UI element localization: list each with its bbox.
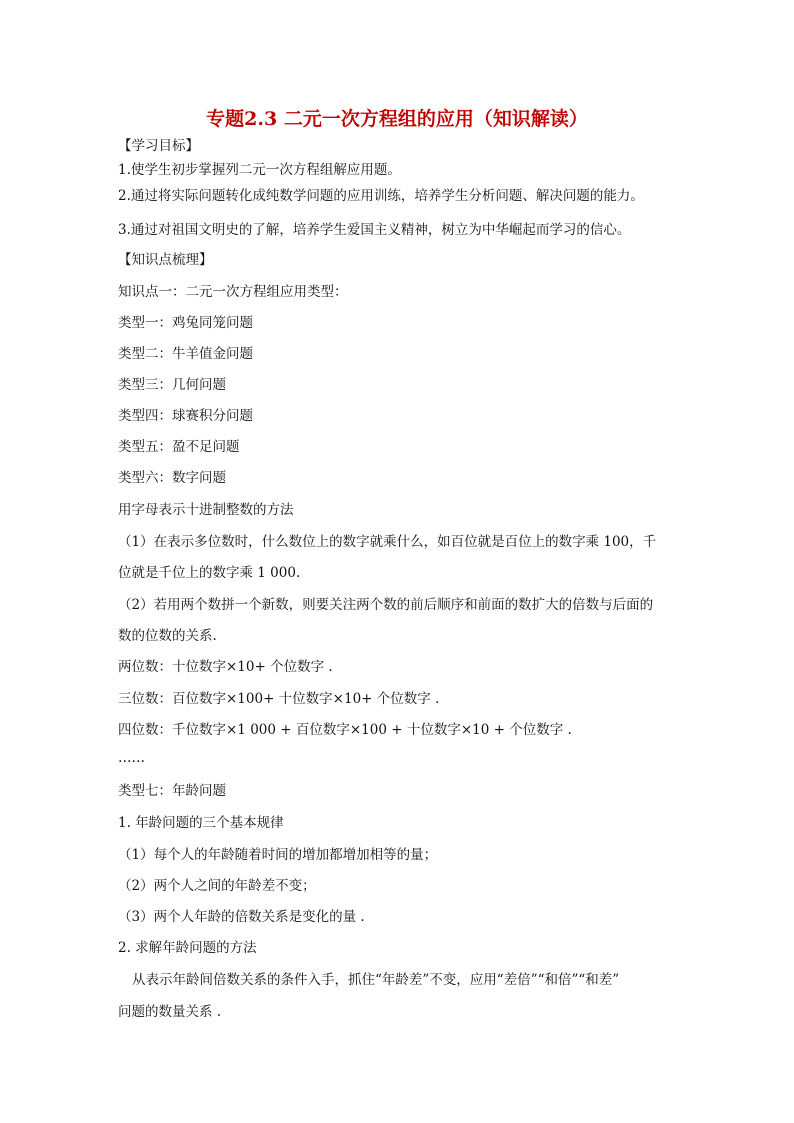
- age-method-line-1: 从表示年龄间倍数关系的条件入手，抓住“年龄差”不变，应用“差倍”“和倍”“和差”: [132, 972, 620, 988]
- type-2: 类型二：牛羊值金问题: [118, 346, 253, 362]
- section-heading-knowledge-points: 【知识点梳理】: [118, 252, 213, 268]
- type-6: 类型六：数字问题: [118, 470, 226, 486]
- goal-1: 1.使学生初步掌握列二元一次方程组解应用题。: [118, 162, 401, 178]
- decimal-method-heading: 用字母表示十进制整数的方法: [118, 502, 294, 518]
- type-5: 类型五：盈不足问题: [118, 439, 240, 455]
- age-rule-3: （3）两个人年龄的倍数关系是变化的量 .: [118, 909, 365, 925]
- age-method-line-2: 问题的数量关系 .: [118, 1004, 222, 1020]
- section-heading-learning-goals: 【学习目标】: [118, 138, 199, 154]
- type-7: 类型七：年龄问题: [118, 783, 226, 799]
- type-4: 类型四：球赛积分问题: [118, 408, 253, 424]
- type-3: 类型三：几何问题: [118, 377, 226, 393]
- goal-3: 3.通过对祖国文明史的了解，培养学生爱国主义精神，树立为中华崛起而学习的信心。: [118, 222, 631, 238]
- rule-2-line-2: 数的位数的关系.: [118, 628, 217, 644]
- type-1: 类型一：鸡兔同笼问题: [118, 315, 253, 331]
- four-digit-formula: 四位数：千位数字×1 000 + 百位数字×100 + 十位数字×10 + 个位数字 .: [118, 722, 572, 738]
- document-title: 专题2.3 二元一次方程组的应用（知识解读）: [206, 108, 588, 130]
- age-rule-2: （2）两个人之间的年龄差不变；: [118, 878, 316, 894]
- goal-2: 2.通过将实际问题转化成纯数学问题的应用训练，培养学生分析问题、解决问题的能力。: [118, 188, 644, 204]
- rule-2-line-1: （2）若用两个数拼一个新数，则要关注两个数的前后顺序和前面的数扩大的倍数与后面的: [118, 597, 654, 613]
- rule-1-line-2: 位就是千位上的数字乘 1 000.: [118, 565, 301, 581]
- age-method-heading: 2. 求解年龄问题的方法: [118, 940, 257, 956]
- three-digit-formula: 三位数：百位数字×100+ 十位数字×10+ 个位数字 .: [118, 691, 440, 707]
- ellipsis: ……: [118, 750, 145, 766]
- knowledge-point-1: 知识点一：二元一次方程组应用类型：: [118, 284, 348, 300]
- two-digit-formula: 两位数：十位数字×10+ 个位数字 .: [118, 659, 333, 675]
- age-rule-1: （1）每个人的年龄随着时间的增加都增加相等的量；: [118, 847, 438, 863]
- rule-1-line-1: （1）在表示多位数时，什么数位上的数字就乘什么，如百位就是百位上的数字乘 100，千: [118, 534, 657, 550]
- age-rules-heading: 1. 年龄问题的三个基本规律: [118, 815, 284, 831]
